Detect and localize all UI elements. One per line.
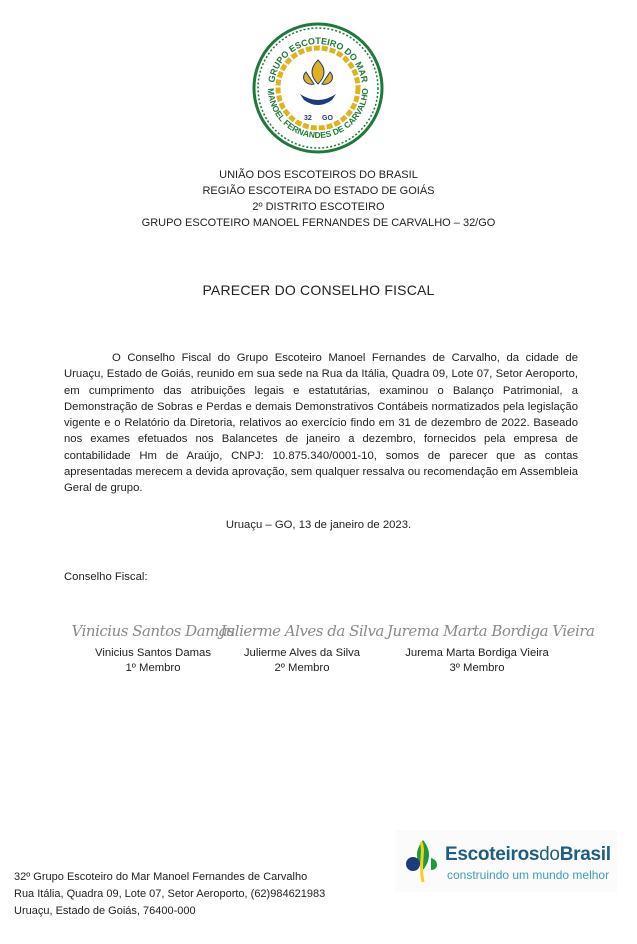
footer-line: Uruaçu, Estado de Goiás, 76400-000 xyxy=(14,905,196,917)
member-signature-block xyxy=(212,622,392,676)
member-name: Julierme Alves da Silva xyxy=(243,647,361,659)
svg-text:GRUPO ESCOTEIRO DO MAR: GRUPO ESCOTEIRO DO MAR xyxy=(266,35,370,84)
header-line: REGIÃO ESCOTEIRA DO ESTADO DE GOIÁS xyxy=(202,185,435,197)
svg-text:32: 32 xyxy=(304,115,312,122)
institution-header xyxy=(0,167,637,231)
header-line: 2º DISTRITO ESCOTEIRO xyxy=(252,201,385,213)
footer-line: Rua Itália, Quadra 09, Lote 07, Setor Aeroporto, (62)984621983 xyxy=(14,888,326,900)
council-label: Conselho Fiscal: xyxy=(64,571,148,583)
handwritten-signature: Jurema Marta Bordiga Vieira xyxy=(387,622,595,640)
document-title: PARECER DO CONSELHO FISCAL xyxy=(202,282,435,298)
header-line: UNIÃO DOS ESCOTEIROS DO BRASIL xyxy=(219,169,418,181)
member-name: Jurema Marta Bordiga Vieira xyxy=(405,647,549,659)
footer-address xyxy=(14,869,325,920)
brand-name: EscoteirosdoBrasil xyxy=(445,844,611,865)
member-role: 2º Membro xyxy=(274,662,330,674)
footer-line: 32º Grupo Escoteiro do Mar Manoel Fernandes de Carvalho xyxy=(14,871,308,883)
handwritten-signature: Vinicius Santos Damas xyxy=(71,622,235,640)
member-name: Vinicius Santos Damas xyxy=(95,647,211,659)
brand-tagline: construindo um mundo melhor xyxy=(447,868,610,882)
svg-text:GO: GO xyxy=(322,115,333,122)
member-role: 1º Membro xyxy=(125,662,181,674)
member-role: 3º Membro xyxy=(449,662,505,674)
body-paragraph: O Conselho Fiscal do Grupo Escoteiro Manoel Fernandes de Carvalho, da cidade de Uruaçu, Estado de Goiás, reunido em sua sede na Rua da Itália, Quadra 09, Lote 07, Setor Aeroporto, em cumprimento das atribuições legais e estatutárias, examinou o Balanço Patrimonial, a Demonstração de Sobras e Perdas e demais Demonstrativos Contábeis normatizados pela legislação vigente e o Relatório da Diretoria, relativos ao exercício findo em 31 de dezembro de 2022. Baseado nos exames efetuados nos Balancetes de janeiro a dezembro, fornecidos pela empresa de contabilidade Hm de Araújo, CNPJ: 10.875.340/0001-10, somos de parecer que as contas apresentadas merecem a devida aprovação, sem qualquer ressalva ou recomendação em Assembleia Geral de grupo. xyxy=(64,352,578,495)
member-signature-block xyxy=(387,622,595,676)
escoteiros-do-brasil-logo xyxy=(395,830,617,892)
handwritten-signature: Julierme Alves da Silva xyxy=(220,622,384,640)
group-emblem-logo xyxy=(252,22,384,154)
date-line: Uruaçu – GO, 13 de janeiro de 2023. xyxy=(225,519,412,531)
header-line: GRUPO ESCOTEIRO MANOEL FERNANDES DE CARVALHO – 32/GO xyxy=(141,217,496,229)
svg-text:MANOEL FERNANDES DE CARVALHO: MANOEL FERNANDES DE CARVALHO xyxy=(265,87,371,141)
fleur-de-lis-icon xyxy=(405,838,441,886)
